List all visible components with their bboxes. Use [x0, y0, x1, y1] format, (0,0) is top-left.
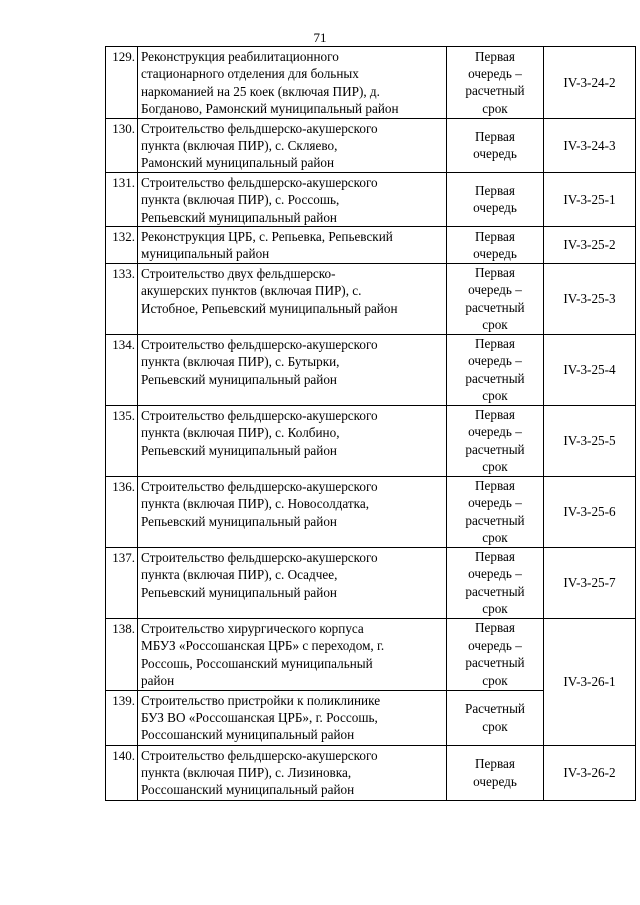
- implementation-stage: Первая очередь: [447, 745, 544, 800]
- implementation-stage: Первая очередь – расчетный срок: [447, 476, 544, 547]
- row-number: 133.: [106, 263, 138, 334]
- implementation-stage: Первая очередь – расчетный срок: [447, 618, 544, 690]
- object-name: Строительство фельдшерско-акушерского пункта (включая ПИР), с. Колбино, Репьевский муниципальный район: [138, 405, 447, 476]
- object-name: Строительство хирургического корпуса МБУЗ «Россошанская ЦРБ» с переходом, г. Россошь, Россошанский муниципальный район: [138, 618, 447, 690]
- object-code: IV-3-25-7: [544, 547, 636, 618]
- objects-table: [105, 46, 636, 801]
- table-row: [106, 263, 636, 334]
- implementation-stage: Первая очередь: [447, 118, 544, 172]
- row-number: 134.: [106, 334, 138, 405]
- implementation-stage: Первая очередь – расчетный срок: [447, 405, 544, 476]
- object-name: Строительство пристройки к поликлинике БУЗ ВО «Россошанская ЦРБ», г. Россошь, Россошанский муниципальный район: [138, 690, 447, 745]
- implementation-stage: Первая очередь – расчетный срок: [447, 334, 544, 405]
- object-name: Строительство фельдшерско-акушерского пункта (включая ПИР), с. Новосолдатка, Репьевский муниципальный район: [138, 476, 447, 547]
- implementation-stage: Первая очередь – расчетный срок: [447, 263, 544, 334]
- page-number: 71: [313, 30, 327, 45]
- object-code: IV-3-25-3: [544, 263, 636, 334]
- object-name: Строительство фельдшерско-акушерского пункта (включая ПИР), с. Россошь, Репьевский муниципальный район: [138, 172, 447, 226]
- object-name: Реконструкция ЦРБ, с. Репьевка, Репьевский муниципальный район: [138, 227, 447, 264]
- object-name: Строительство фельдшерско-акушерского пункта (включая ПИР), с. Лизиновка, Россошанский муниципальный район: [138, 745, 447, 800]
- object-code: IV-3-26-1: [544, 618, 636, 745]
- implementation-stage: Первая очередь: [447, 172, 544, 226]
- implementation-stage: Первая очередь: [447, 227, 544, 264]
- row-number: 137.: [106, 547, 138, 618]
- row-number: 139.: [106, 690, 138, 745]
- implementation-stage: Расчетный срок: [447, 690, 544, 745]
- object-code: IV-3-25-1: [544, 172, 636, 226]
- row-number: 140.: [106, 745, 138, 800]
- table-row: [106, 227, 636, 264]
- table-row: [106, 745, 636, 800]
- row-number: 130.: [106, 118, 138, 172]
- object-code: IV-3-25-2: [544, 227, 636, 264]
- row-number: 138.: [106, 618, 138, 690]
- object-code: IV-3-24-2: [544, 47, 636, 119]
- table-row: [106, 405, 636, 476]
- table-row: [106, 547, 636, 618]
- table-row: [106, 618, 636, 690]
- object-name: Строительство фельдшерско-акушерского пункта (включая ПИР), с. Осадчее, Репьевский муниципальный район: [138, 547, 447, 618]
- object-code: IV-3-25-6: [544, 476, 636, 547]
- row-number: 135.: [106, 405, 138, 476]
- object-name: Строительство фельдшерско-акушерского пункта (включая ПИР), с. Бутырки, Репьевский муниципальный район: [138, 334, 447, 405]
- row-number: 132.: [106, 227, 138, 264]
- object-name: Реконструкция реабилитационного стационарного отделения для больных наркоманией на 25 коек (включая ПИР), д. Богданово, Рамонский муниципальный район: [138, 47, 447, 119]
- table-row: [106, 47, 636, 119]
- object-name: Строительство двух фельдшерско- акушерских пунктов (включая ПИР), с. Истобное, Репьевский муниципальный район: [138, 263, 447, 334]
- row-number: 136.: [106, 476, 138, 547]
- object-code: IV-3-26-2: [544, 745, 636, 800]
- implementation-stage: Первая очередь – расчетный срок: [447, 47, 544, 119]
- row-number: 129.: [106, 47, 138, 119]
- object-name: Строительство фельдшерско-акушерского пункта (включая ПИР), с. Скляево, Рамонский муниципальный район: [138, 118, 447, 172]
- row-number: 131.: [106, 172, 138, 226]
- implementation-stage: Первая очередь – расчетный срок: [447, 547, 544, 618]
- object-code: IV-3-25-5: [544, 405, 636, 476]
- object-code: IV-3-24-3: [544, 118, 636, 172]
- object-code: IV-3-25-4: [544, 334, 636, 405]
- table-row: [106, 118, 636, 172]
- table-row: [106, 172, 636, 226]
- table-row: [106, 334, 636, 405]
- table-row: [106, 476, 636, 547]
